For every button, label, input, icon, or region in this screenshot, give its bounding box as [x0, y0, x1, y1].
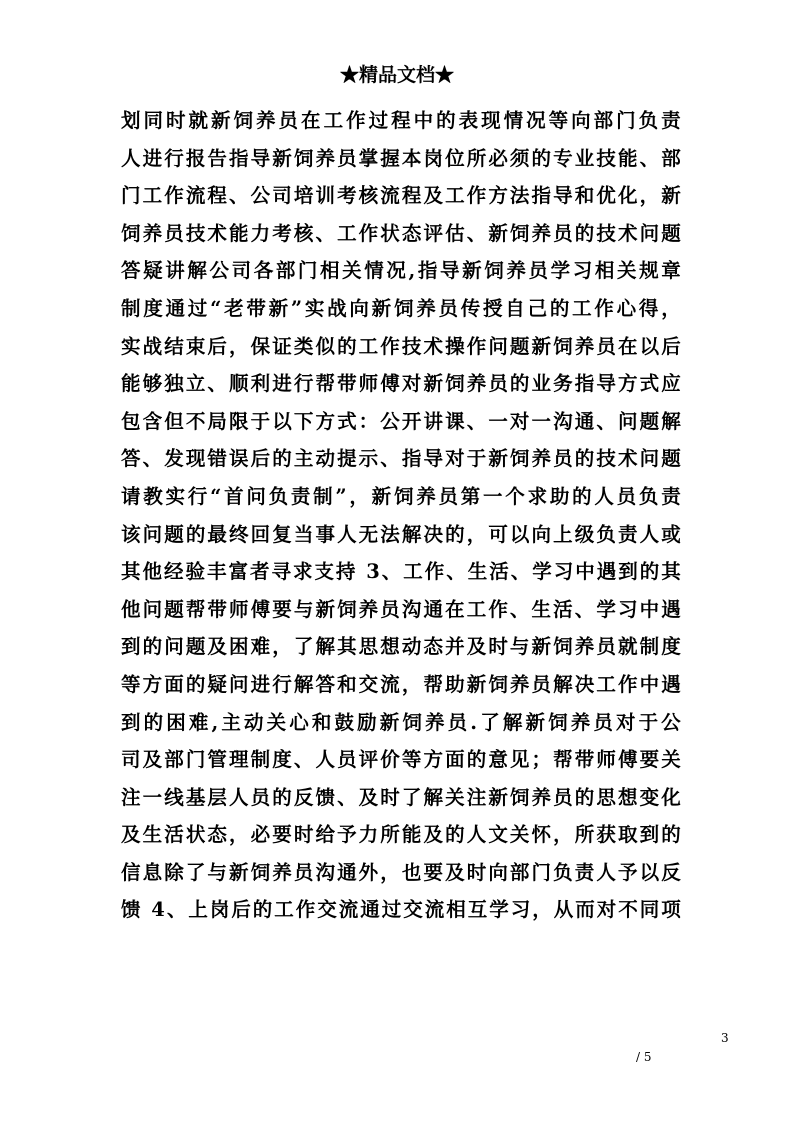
- text-line: 其他经验丰富者寻求支持 3、工作、生活、学习中遇到的其: [121, 560, 681, 584]
- text-line: 等方面的疑问进行解答和交流，帮助新饲养员解决工作中遇: [121, 672, 681, 696]
- text-line: 答疑讲解公司各部门相关情况,指导新饲养员学习相关规章: [121, 259, 681, 283]
- text-line: 到的问题及困难，了解其思想动态并及时与新饲养员就制度: [121, 635, 681, 659]
- page-header-title: ★精品文档★: [339, 64, 454, 86]
- text-line: 制度通过“老带新”实战向新饲养员传授自己的工作心得，: [121, 296, 681, 320]
- text-line: 实战结束后，保证类似的工作技术操作问题新饲养员在以后: [121, 334, 681, 358]
- text-line: 能够独立、顺利进行帮带师傅对新饲养员的业务指导方式应: [121, 372, 681, 396]
- text-line: 及生活状态，必要时给予力所能及的人文关怀，所获取到的: [121, 823, 681, 847]
- text-line: 包含但不局限于以下方式：公开讲课、一对一沟通、问题解: [121, 409, 681, 433]
- text-line: 注一线基层人员的反馈、及时了解关注新饲养员的思想变化: [121, 785, 681, 809]
- text-line: 信息除了与新饲养员沟通外，也要及时向部门负责人予以反: [121, 860, 681, 884]
- text-line: 请教实行“首问负责制”，新饲养员第一个求助的人员负责: [121, 484, 681, 508]
- text-line: 划同时就新饲养员在工作过程中的表现情况等向部门负责: [121, 109, 681, 132]
- page-number: 3: [721, 1031, 729, 1045]
- text-line: 答、发现错误后的主动提示、指导对于新饲养员的技术问题: [121, 447, 681, 471]
- text-line: 到的困难,主动关心和鼓励新饲养员.了解新饲养员对于公: [121, 710, 681, 734]
- text-line: 司及部门管理制度、人员评价等方面的意见；帮带师傅要关: [121, 748, 681, 772]
- document-body: [121, 102, 681, 929]
- text-line: 人进行报告指导新饲养员掌握本岗位所必须的专业技能、部: [121, 146, 681, 170]
- page-total: / 5: [636, 1050, 652, 1064]
- text-line: 饲养员技术能力考核、工作状态评估、新饲养员的技术问题: [121, 221, 681, 245]
- text-line: 该问题的最终回复当事人无法解决的，可以向上级负责人或: [121, 522, 681, 546]
- text-line: 门工作流程、公司培训考核流程及工作方法指导和优化，新: [121, 184, 681, 208]
- text-line: 馈 4、上岗后的工作交流通过交流相互学习，从而对不同项: [121, 898, 681, 922]
- text-line: 他问题帮带师傅要与新饲养员沟通在工作、生活、学习中遇: [121, 597, 681, 621]
